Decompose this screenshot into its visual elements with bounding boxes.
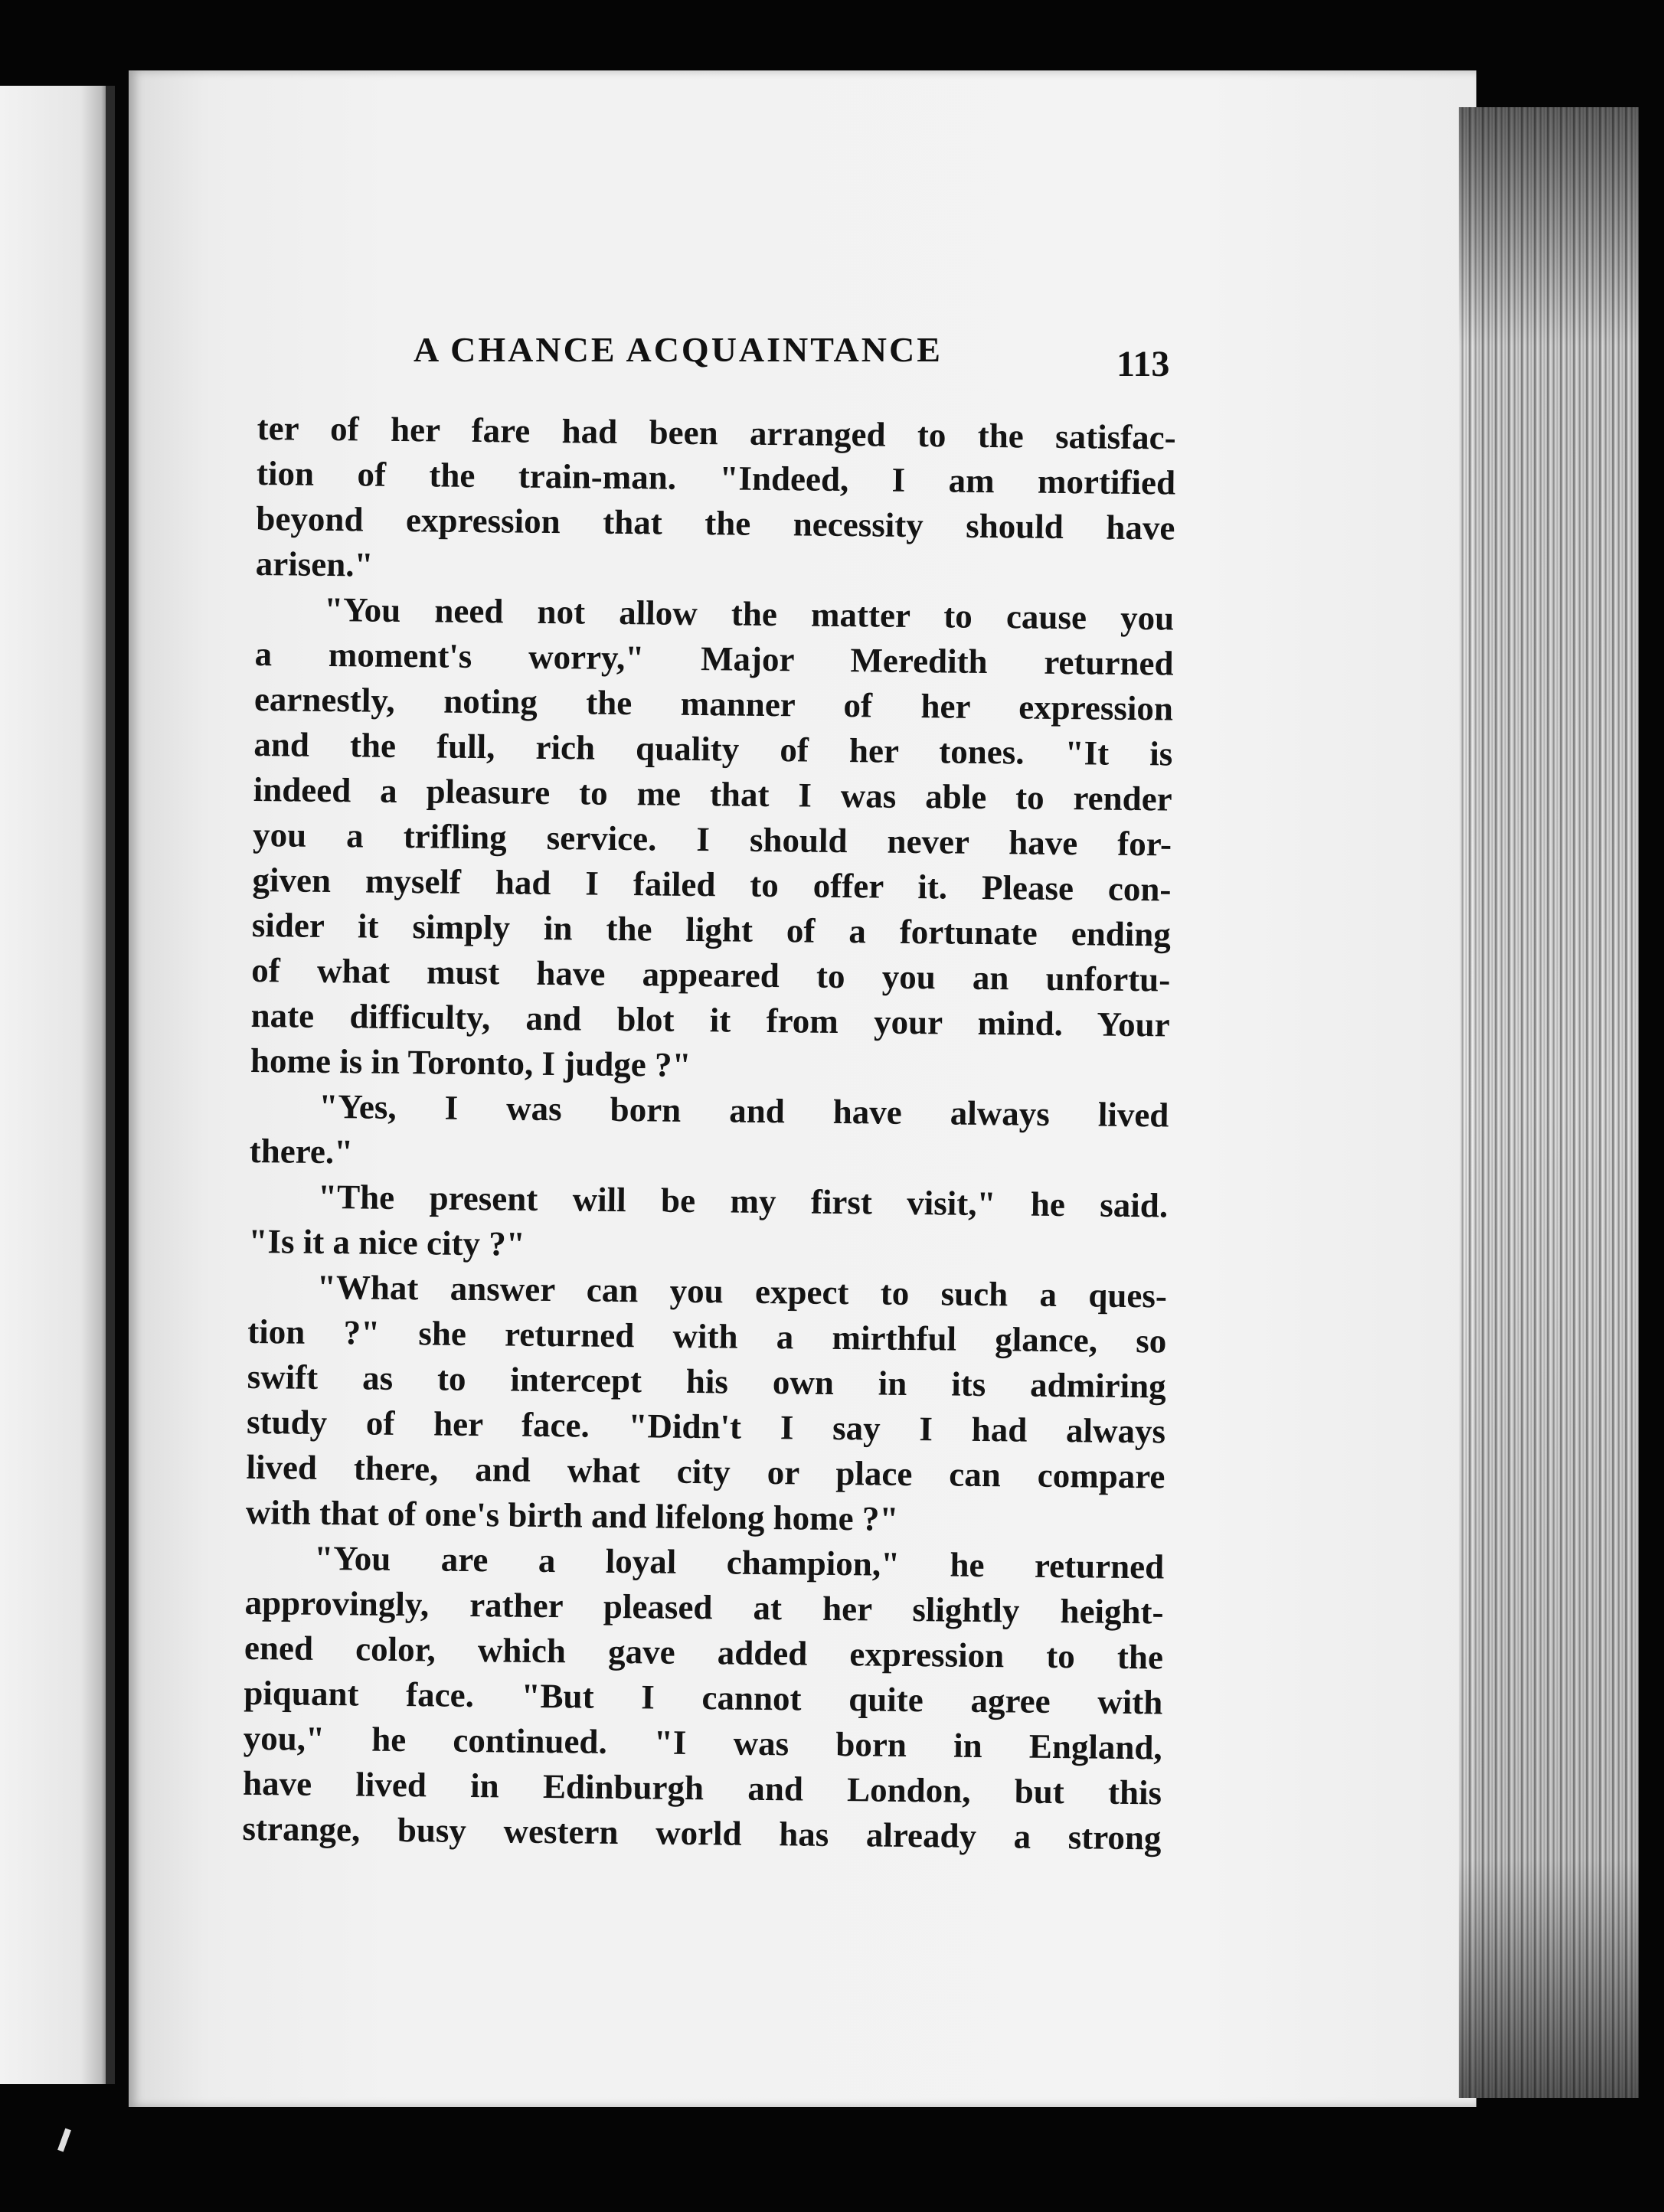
text-line: piquant face. "But I cannot quite agree with bbox=[244, 1673, 1163, 1722]
text-line: approvingly, rather pleased at her slightly height- bbox=[244, 1583, 1164, 1632]
text-line: strange, busy western world has already a strong bbox=[242, 1808, 1162, 1857]
text-line: lived there, and what city or place can compare bbox=[246, 1447, 1165, 1496]
text-line: sider it simply in the light of a fortunate ending bbox=[251, 905, 1172, 954]
text-line: nate difficulty, and blot it from your mind. Your bbox=[250, 995, 1170, 1044]
text-line: you a trifling service. I should never have for- bbox=[252, 815, 1172, 864]
text-line: a moment's worry," Major Meredith returned bbox=[254, 634, 1174, 683]
running-header: A CHANCE ACQUAINTANCE bbox=[414, 330, 943, 369]
text-line: tion of the train-man. "Indeed, I am mortified bbox=[256, 453, 1176, 502]
text-line: have lived in Edinburgh and London, but this bbox=[242, 1763, 1162, 1812]
text-line: "What answer can you expect to such a ques- bbox=[316, 1267, 1168, 1315]
previous-page-edge bbox=[0, 86, 115, 2084]
text-line: "Yes, I was born and have always lived bbox=[319, 1086, 1169, 1135]
text-line: "Is it a nice city ?" bbox=[248, 1221, 525, 1263]
text-line: "You are a loyal champion," he returned bbox=[313, 1538, 1165, 1586]
scan-artifact-mark bbox=[57, 2129, 71, 2152]
page-edges-shadow bbox=[1459, 107, 1639, 2098]
text-line: given myself had I failed to offer it. Please con- bbox=[252, 860, 1172, 909]
text-line: "The present will be my first visit," he said. bbox=[317, 1177, 1169, 1225]
text-line: earnestly, noting the manner of her expression bbox=[253, 679, 1174, 728]
text-line: study of her face. "Didn't I say I had always bbox=[246, 1402, 1166, 1451]
text-line: tion ?" she returned with a mirthful glance, so bbox=[247, 1312, 1167, 1361]
text-line: with that of one's birth and lifelong home ?" bbox=[245, 1492, 899, 1538]
text-line: arisen." bbox=[255, 544, 374, 584]
text-line: ter of her fare had been arranged to the satisfac- bbox=[257, 408, 1176, 457]
text-line: "You need not allow the matter to cause you bbox=[323, 590, 1175, 638]
text-line: home is in Toronto, I judge ?" bbox=[250, 1041, 691, 1084]
text-line: ened color, which gave added expression to the bbox=[244, 1628, 1164, 1677]
text-line: you," he continued. "I was born in England, bbox=[243, 1718, 1162, 1767]
text-line: beyond expression that the necessity should have bbox=[256, 498, 1175, 547]
text-line: of what must have appeared to you an unfortu- bbox=[251, 950, 1171, 999]
page-number: 113 bbox=[1116, 344, 1170, 384]
text-line: indeed a pleasure to me that I was able to render bbox=[253, 769, 1172, 818]
body-text bbox=[242, 406, 1176, 1861]
text-line: swift as to intercept his own in its admiring bbox=[247, 1357, 1166, 1406]
text-line: there." bbox=[249, 1131, 354, 1171]
text-line: and the full, rich quality of her tones. "It is bbox=[253, 724, 1173, 773]
